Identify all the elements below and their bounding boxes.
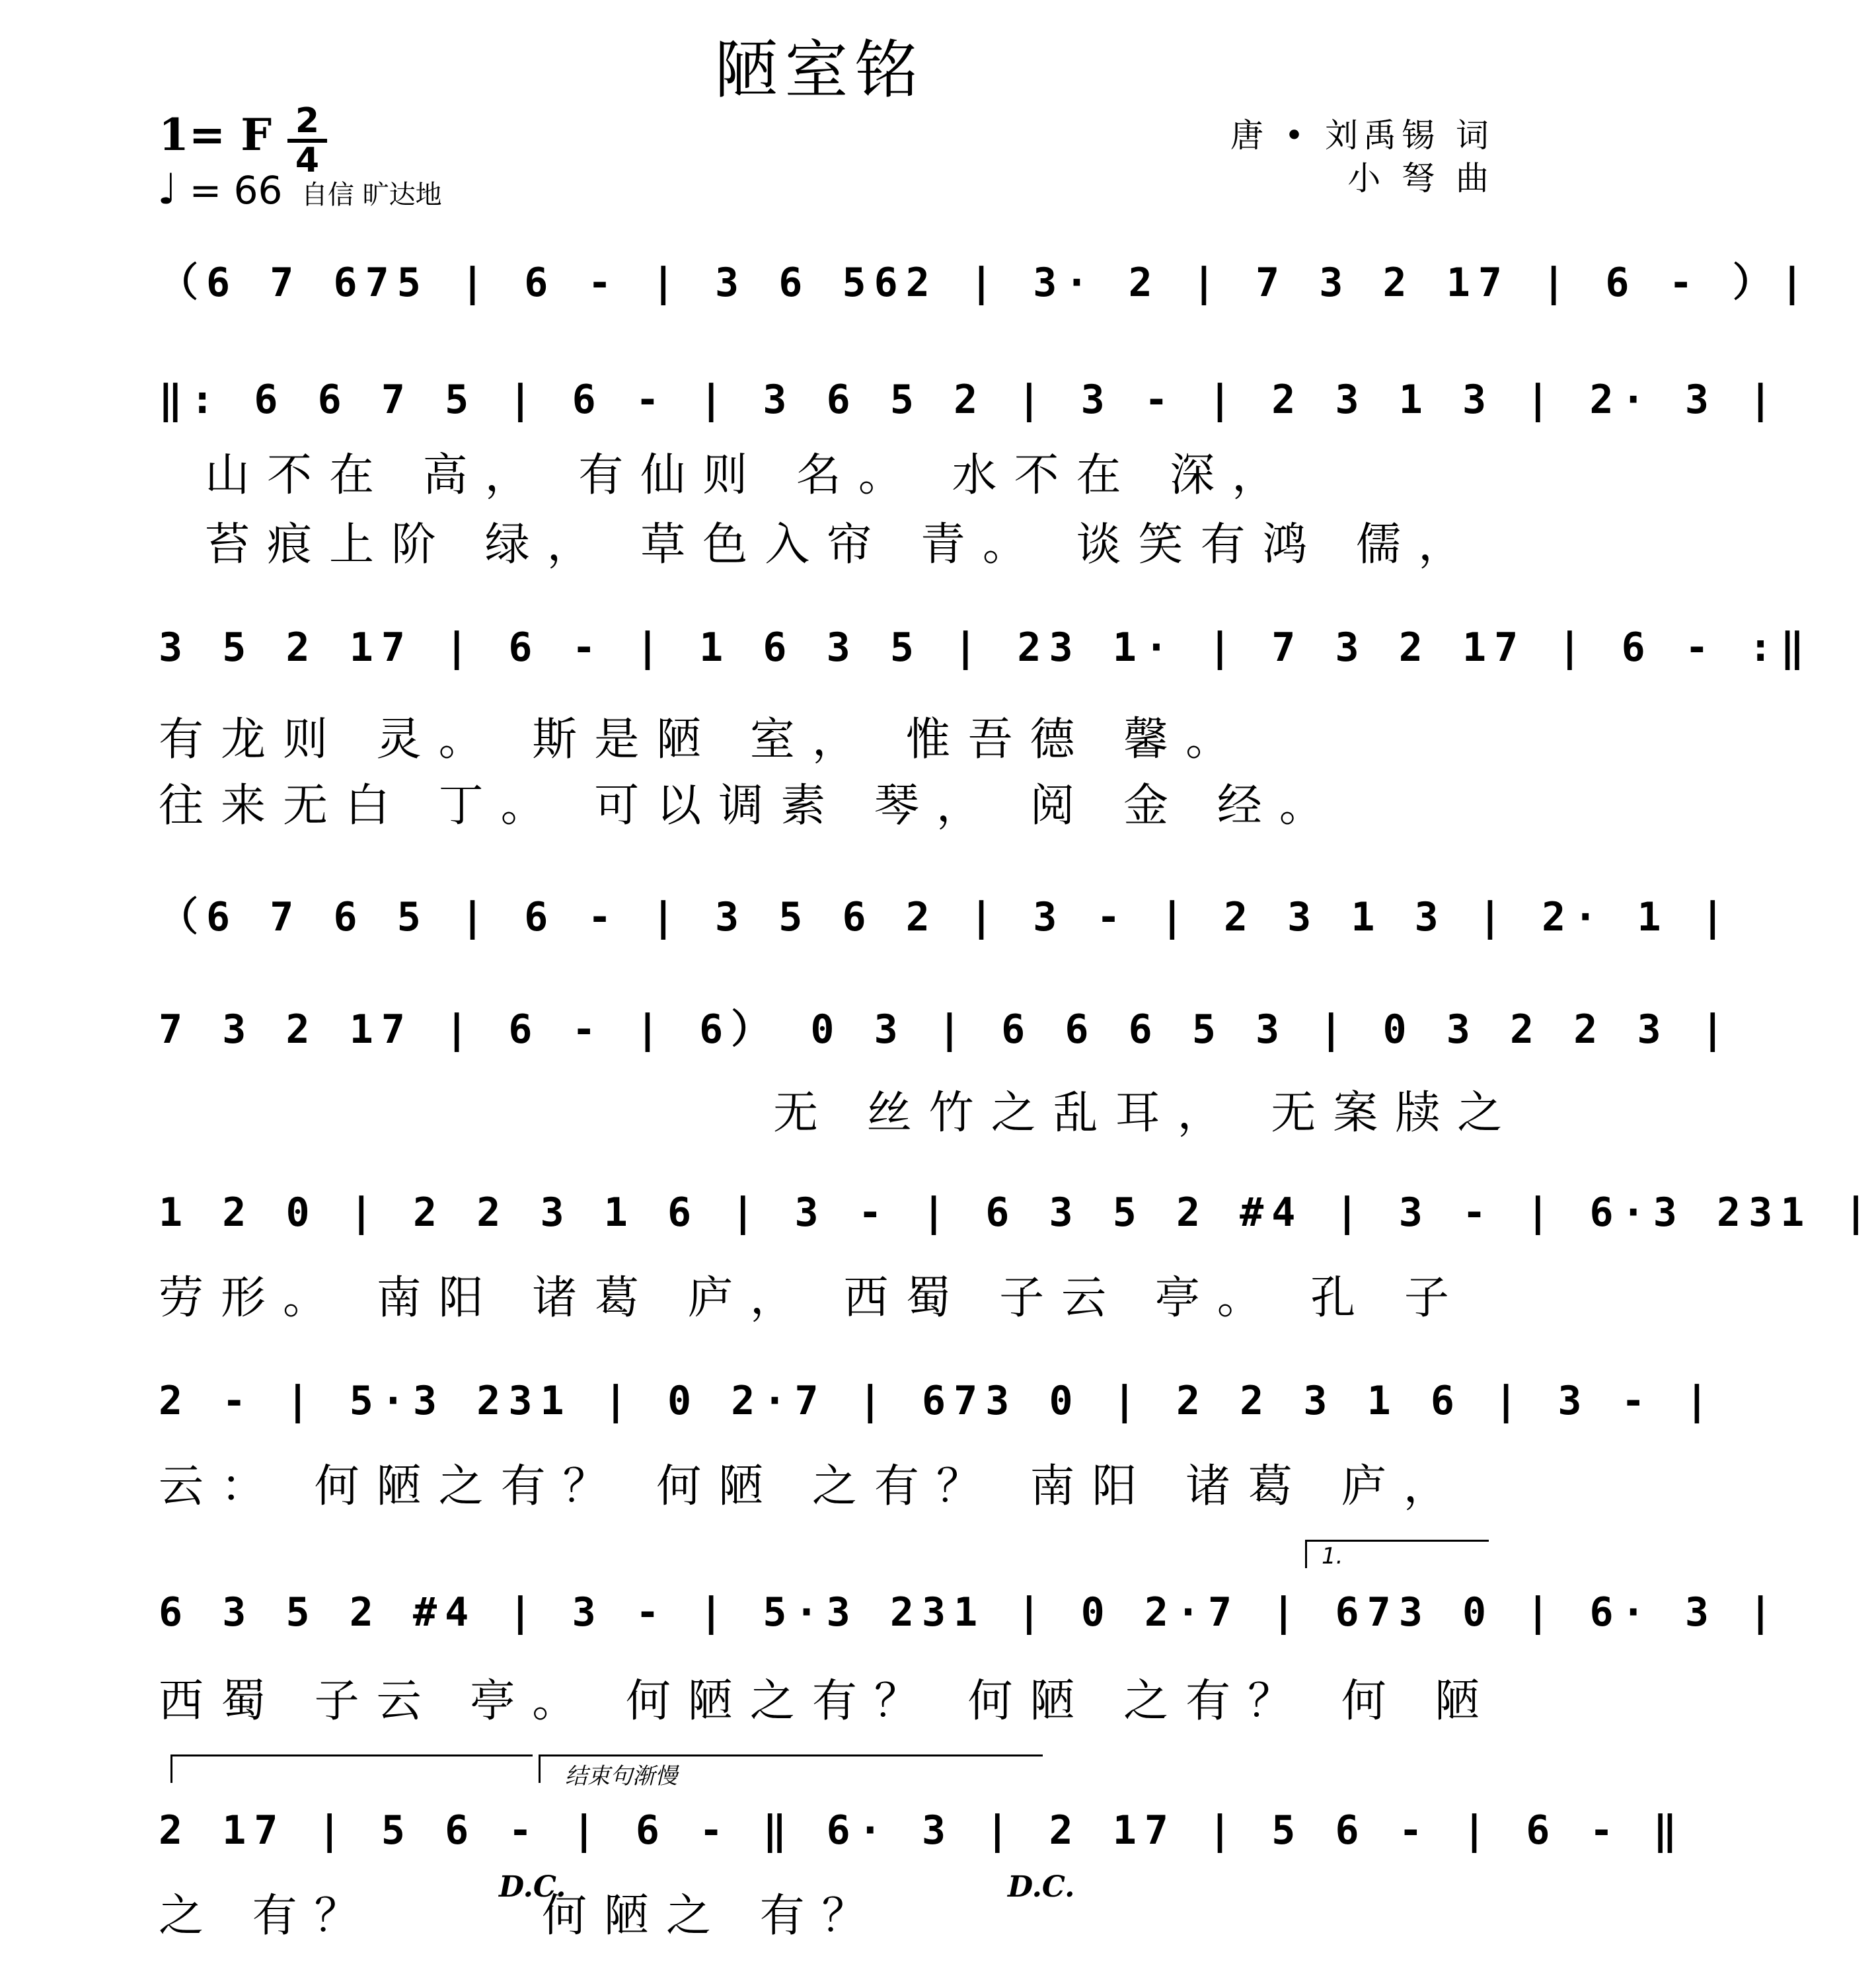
ending-direction: 结束句渐慢 — [565, 1763, 677, 1790]
volta-1-label: 1. — [1322, 1543, 1343, 1569]
score-system-1: （6 7 675 | 6 - | 3 6 562 | 3· 2 | 7 3 2 17 | 6 - ）| — [159, 260, 1813, 306]
time-signature-bottom: 4 — [295, 141, 320, 180]
score-system-5: 7 3 2 17 | 6 - | 6） 0 3 | 6 6 6 5 3 | 0 3 2 2 3 | — [159, 1006, 1733, 1053]
lyric-line-8: 西蜀 子云 亭。 何陋之有？ 何陋 之有？ 何 陋 — [159, 1675, 1497, 1727]
score-system-7: 2 - | 5·3 231 | 0 2·7 | 673 0 | 2 2 3 1 6 | 3 - | — [159, 1378, 1717, 1424]
lyric-line-5: 无 丝竹之乱耳， 无案牍之 — [773, 1087, 1520, 1139]
lyric-line-7: 云： 何陋之有？ 何陋 之有？ 南阳 诸葛 庐， — [159, 1460, 1466, 1513]
dc-marking-1: D.C. — [499, 1870, 566, 1904]
lyric-line-9-b: 何陋之 有？ — [542, 1890, 884, 1942]
score-system-2: ‖: 6 6 7 5 | 6 - | 3 6 5 2 | 3 - | 2 3 1 3 | 2· 3 | — [159, 377, 1781, 423]
lyric-verse-2-line-2: 苔痕上阶 绿， 草色入帘 青。 谈笑有鸿 儒， — [205, 519, 1481, 571]
dc-marking-2: D.C. — [1008, 1870, 1075, 1904]
quarter-note-icon: ♩ — [157, 165, 178, 214]
tempo-marking — [157, 165, 442, 214]
lyric-verse-1-line-2: 山不在 高， 有仙则 名。 水不在 深， — [205, 449, 1294, 502]
tempo-value: = 66 — [189, 168, 283, 213]
key-signature: 1= F — [159, 109, 272, 161]
score-system-9: 2 17 | 5 6 - | 6 - ‖ 6· 3 | 2 17 | 5 6 - | 6 - ‖ — [159, 1807, 1685, 1854]
composer-credit: 小 弩 曲 — [1347, 159, 1494, 198]
ending-bracket-left — [170, 1754, 533, 1783]
lyric-line-9-a: 之 有？ — [159, 1890, 377, 1942]
lyricist-credit: 唐 • 刘禹锡 词 — [1230, 116, 1494, 155]
lyric-line-6: 劳形。 南阳 诸葛 庐， 西蜀 子云 亭。 孔 子 — [159, 1272, 1466, 1324]
lyric-verse-1-line-3: 有龙则 灵。 斯是陋 室， 惟吾德 馨。 — [159, 714, 1248, 766]
score-system-6: 1 2 0 | 2 2 3 1 6 | 3 - | 6 3 5 2 #4 | 3 - | 6·3 231 | — [159, 1189, 1876, 1236]
score-system-8: 6 3 5 2 #4 | 3 - | 5·3 231 | 0 2·7 | 673 0 | 6· 3 | — [159, 1589, 1781, 1636]
lyric-verse-2-line-3: 往来无白 丁。 可以调素 琴， 阅 金 经。 — [159, 780, 1341, 832]
score-system-3: 3 5 2 17 | 6 - | 1 6 3 5 | 23 1· | 7 3 2 17 | 6 - :‖ — [159, 624, 1813, 671]
tempo-expression: 自信 旷达地 — [301, 180, 442, 210]
page-title: 陋室铭 — [714, 33, 925, 107]
score-system-4: （6 7 6 5 | 6 - | 3 5 6 2 | 3 - | 2 3 1 3 | 2· 1 | — [159, 894, 1733, 940]
time-signature-top: 2 — [295, 101, 320, 141]
